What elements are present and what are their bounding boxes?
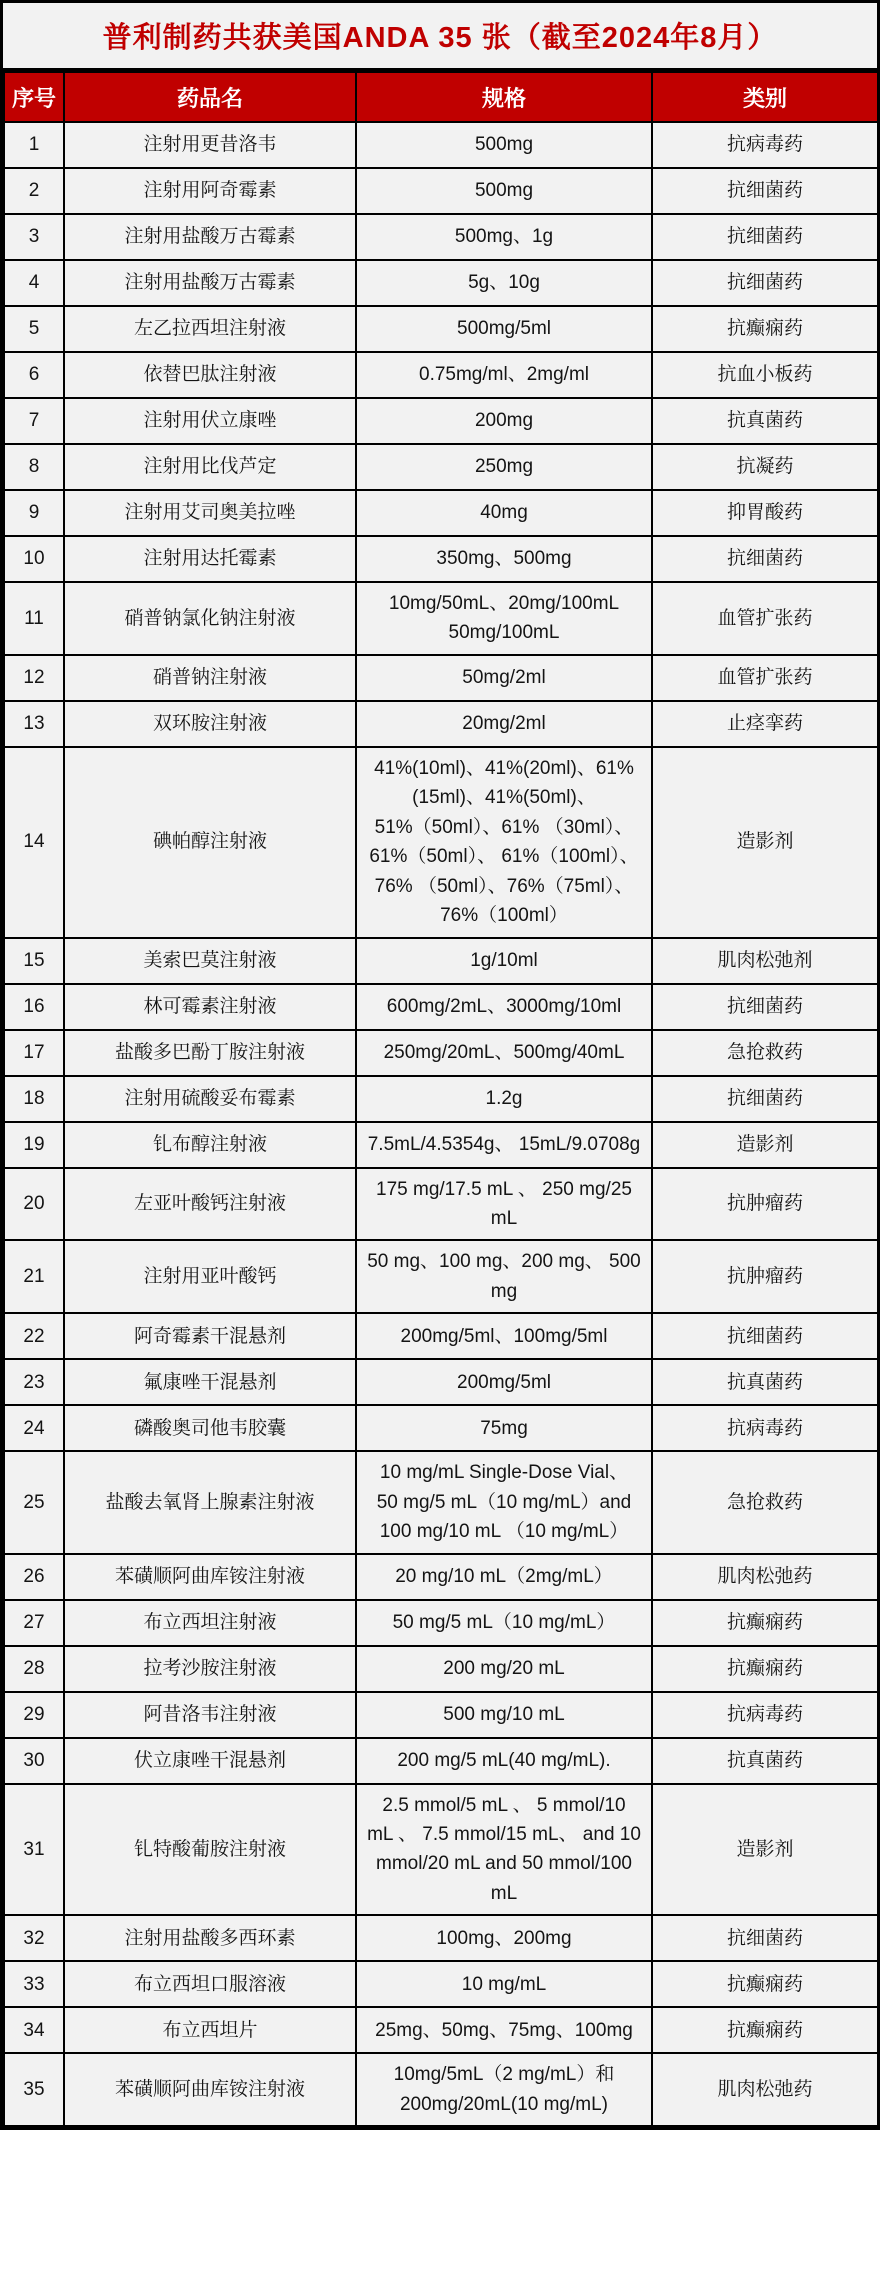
cell-spec: 350mg、500mg: [356, 536, 652, 582]
cell-drug-name: 硝普钠注射液: [64, 655, 356, 701]
cell-spec: 2.5 mmol/5 mL 、 5 mmol/10 mL 、 7.5 mmol/15 mL、 and 10 mmol/20 mL and 50 mmol/100 mL: [356, 1784, 652, 1916]
cell-index: 13: [4, 701, 64, 747]
table-row: [4, 1240, 878, 1313]
col-header-index: 序号: [4, 72, 64, 122]
cell-index: 33: [4, 1961, 64, 2007]
table-row: [4, 1076, 878, 1122]
cell-drug-name: 阿奇霉素干混悬剂: [64, 1313, 356, 1359]
table-row: [4, 2007, 878, 2053]
cell-spec: 200mg/5ml: [356, 1359, 652, 1405]
cell-index: 2: [4, 168, 64, 214]
cell-index: 5: [4, 306, 64, 352]
col-header-spec: 规格: [356, 72, 652, 122]
cell-spec: 25mg、50mg、75mg、100mg: [356, 2007, 652, 2053]
cell-drug-name: 注射用更昔洛韦: [64, 122, 356, 168]
cell-spec: 100mg、200mg: [356, 1915, 652, 1961]
table-row: [4, 1122, 878, 1168]
cell-index: 25: [4, 1451, 64, 1553]
cell-category: 抗细菌药: [652, 536, 878, 582]
cell-category: 血管扩张药: [652, 655, 878, 701]
cell-category: 抗癫痫药: [652, 1646, 878, 1692]
cell-spec: 250mg: [356, 444, 652, 490]
table-row: [4, 1692, 878, 1738]
cell-category: 抗病毒药: [652, 122, 878, 168]
table-row: [4, 398, 878, 444]
cell-spec: 40mg: [356, 490, 652, 536]
cell-index: 3: [4, 214, 64, 260]
cell-category: 抗病毒药: [652, 1692, 878, 1738]
cell-category: 抗真菌药: [652, 398, 878, 444]
cell-category: 抑胃酸药: [652, 490, 878, 536]
cell-drug-name: 苯磺顺阿曲库铵注射液: [64, 1554, 356, 1600]
cell-spec: 200mg: [356, 398, 652, 444]
table-row: [4, 582, 878, 655]
cell-category: 抗血小板药: [652, 352, 878, 398]
table-row: [4, 1359, 878, 1405]
cell-index: 6: [4, 352, 64, 398]
cell-index: 10: [4, 536, 64, 582]
cell-drug-name: 左乙拉西坦注射液: [64, 306, 356, 352]
cell-spec: 500 mg/10 mL: [356, 1692, 652, 1738]
cell-drug-name: 钆布醇注射液: [64, 1122, 356, 1168]
table-row: [4, 122, 878, 168]
cell-drug-name: 注射用盐酸万古霉素: [64, 260, 356, 306]
cell-drug-name: 注射用比伐芦定: [64, 444, 356, 490]
table-row: [4, 1961, 878, 2007]
table-row: [4, 444, 878, 490]
cell-spec: 500mg: [356, 122, 652, 168]
cell-drug-name: 碘帕醇注射液: [64, 747, 356, 938]
cell-category: 造影剂: [652, 747, 878, 938]
table-row: [4, 1784, 878, 1916]
cell-category: 血管扩张药: [652, 582, 878, 655]
table-row: [4, 701, 878, 747]
cell-index: 27: [4, 1600, 64, 1646]
table-body: [4, 122, 878, 2126]
cell-spec: 41%(10ml)、41%(20ml)、61%(15ml)、41%(50ml)、 51%（50ml）、61% （30ml）、61%（50ml）、 61%（100ml）、76% （50ml）、76%（75ml）、 76%（100ml）: [356, 747, 652, 938]
cell-drug-name: 阿昔洛韦注射液: [64, 1692, 356, 1738]
cell-category: 抗癫痫药: [652, 306, 878, 352]
cell-index: 17: [4, 1030, 64, 1076]
cell-drug-name: 布立西坦片: [64, 2007, 356, 2053]
col-header-drug: 药品名: [64, 72, 356, 122]
cell-drug-name: 磷酸奥司他韦胶囊: [64, 1405, 356, 1451]
cell-category: 抗凝药: [652, 444, 878, 490]
cell-drug-name: 布立西坦注射液: [64, 1600, 356, 1646]
table-row: [4, 1600, 878, 1646]
cell-category: 抗细菌药: [652, 984, 878, 1030]
cell-spec: 20 mg/10 mL（2mg/mL）: [356, 1554, 652, 1600]
cell-spec: 20mg/2ml: [356, 701, 652, 747]
cell-index: 21: [4, 1240, 64, 1313]
table-row: [4, 1915, 878, 1961]
cell-index: 30: [4, 1738, 64, 1784]
cell-index: 12: [4, 655, 64, 701]
cell-category: 抗病毒药: [652, 1405, 878, 1451]
cell-index: 4: [4, 260, 64, 306]
cell-drug-name: 林可霉素注射液: [64, 984, 356, 1030]
table-row: [4, 214, 878, 260]
table-row: [4, 2053, 878, 2126]
cell-drug-name: 硝普钠氯化钠注射液: [64, 582, 356, 655]
cell-index: 26: [4, 1554, 64, 1600]
cell-category: 抗细菌药: [652, 1076, 878, 1122]
cell-spec: 500mg: [356, 168, 652, 214]
cell-spec: 10mg/50mL、20mg/100mL 50mg/100mL: [356, 582, 652, 655]
cell-category: 抗肿瘤药: [652, 1168, 878, 1241]
cell-category: 肌肉松弛药: [652, 1554, 878, 1600]
table-row: [4, 490, 878, 536]
page-title: 普利制药共获美国ANDA 35 张（截至2024年8月）: [3, 3, 877, 71]
cell-index: 28: [4, 1646, 64, 1692]
cell-category: 抗细菌药: [652, 1313, 878, 1359]
cell-drug-name: 注射用达托霉素: [64, 536, 356, 582]
cell-category: 止痉挛药: [652, 701, 878, 747]
cell-category: 肌肉松弛药: [652, 2053, 878, 2126]
cell-category: 抗肿瘤药: [652, 1240, 878, 1313]
table-row: [4, 984, 878, 1030]
cell-drug-name: 钆特酸葡胺注射液: [64, 1784, 356, 1916]
cell-spec: 200mg/5ml、100mg/5ml: [356, 1313, 652, 1359]
cell-drug-name: 注射用亚叶酸钙: [64, 1240, 356, 1313]
cell-drug-name: 依替巴肽注射液: [64, 352, 356, 398]
cell-index: 18: [4, 1076, 64, 1122]
cell-spec: 500mg/5ml: [356, 306, 652, 352]
cell-spec: 200 mg/5 mL(40 mg/mL).: [356, 1738, 652, 1784]
cell-spec: 10 mg/mL: [356, 1961, 652, 2007]
cell-drug-name: 左亚叶酸钙注射液: [64, 1168, 356, 1241]
cell-spec: 50 mg、100 mg、200 mg、 500 mg: [356, 1240, 652, 1313]
cell-index: 9: [4, 490, 64, 536]
cell-category: 抗真菌药: [652, 1359, 878, 1405]
cell-index: 7: [4, 398, 64, 444]
table-row: [4, 1738, 878, 1784]
cell-drug-name: 伏立康唑干混悬剂: [64, 1738, 356, 1784]
cell-spec: 50mg/2ml: [356, 655, 652, 701]
cell-drug-name: 注射用盐酸多西环素: [64, 1915, 356, 1961]
cell-spec: 600mg/2mL、3000mg/10ml: [356, 984, 652, 1030]
cell-index: 35: [4, 2053, 64, 2126]
cell-category: 急抢救药: [652, 1030, 878, 1076]
cell-spec: 0.75mg/ml、2mg/ml: [356, 352, 652, 398]
cell-drug-name: 美索巴莫注射液: [64, 938, 356, 984]
cell-spec: 10 mg/mL Single-Dose Vial、 50 mg/5 mL（10 mg/mL）and 100 mg/10 mL （10 mg/mL）: [356, 1451, 652, 1553]
cell-index: 23: [4, 1359, 64, 1405]
cell-drug-name: 布立西坦口服溶液: [64, 1961, 356, 2007]
cell-category: 造影剂: [652, 1122, 878, 1168]
cell-index: 22: [4, 1313, 64, 1359]
cell-category: 抗癫痫药: [652, 2007, 878, 2053]
cell-index: 14: [4, 747, 64, 938]
cell-category: 抗细菌药: [652, 168, 878, 214]
cell-index: 31: [4, 1784, 64, 1916]
cell-index: 29: [4, 1692, 64, 1738]
cell-category: 抗细菌药: [652, 260, 878, 306]
cell-drug-name: 盐酸多巴酚丁胺注射液: [64, 1030, 356, 1076]
cell-spec: 1.2g: [356, 1076, 652, 1122]
cell-category: 抗癫痫药: [652, 1600, 878, 1646]
cell-category: 抗细菌药: [652, 214, 878, 260]
cell-spec: 5g、10g: [356, 260, 652, 306]
table-row: [4, 1168, 878, 1241]
table-row: [4, 1554, 878, 1600]
table-row: [4, 260, 878, 306]
cell-index: 32: [4, 1915, 64, 1961]
cell-spec: 75mg: [356, 1405, 652, 1451]
cell-index: 19: [4, 1122, 64, 1168]
drug-table: [3, 71, 879, 2127]
cell-category: 急抢救药: [652, 1451, 878, 1553]
table-row: [4, 536, 878, 582]
cell-drug-name: 双环胺注射液: [64, 701, 356, 747]
cell-drug-name: 盐酸去氧肾上腺素注射液: [64, 1451, 356, 1553]
cell-index: 11: [4, 582, 64, 655]
cell-category: 抗真菌药: [652, 1738, 878, 1784]
cell-drug-name: 注射用伏立康唑: [64, 398, 356, 444]
table-row: [4, 655, 878, 701]
cell-category: 造影剂: [652, 1784, 878, 1916]
cell-spec: 10mg/5mL（2 mg/mL）和 200mg/20mL(10 mg/mL): [356, 2053, 652, 2126]
cell-index: 16: [4, 984, 64, 1030]
cell-drug-name: 注射用艾司奥美拉唑: [64, 490, 356, 536]
cell-index: 24: [4, 1405, 64, 1451]
table-row: [4, 1451, 878, 1553]
table-row: [4, 1030, 878, 1076]
cell-spec: 250mg/20mL、500mg/40mL: [356, 1030, 652, 1076]
cell-spec: 200 mg/20 mL: [356, 1646, 652, 1692]
cell-drug-name: 氟康唑干混悬剂: [64, 1359, 356, 1405]
cell-drug-name: 注射用硫酸妥布霉素: [64, 1076, 356, 1122]
cell-index: 20: [4, 1168, 64, 1241]
cell-category: 抗癫痫药: [652, 1961, 878, 2007]
cell-spec: 500mg、1g: [356, 214, 652, 260]
cell-drug-name: 拉考沙胺注射液: [64, 1646, 356, 1692]
cell-drug-name: 苯磺顺阿曲库铵注射液: [64, 2053, 356, 2126]
cell-index: 1: [4, 122, 64, 168]
table-row: [4, 352, 878, 398]
table-row: [4, 747, 878, 938]
cell-spec: 1g/10ml: [356, 938, 652, 984]
cell-category: 肌肉松弛剂: [652, 938, 878, 984]
table-row: [4, 1646, 878, 1692]
cell-index: 15: [4, 938, 64, 984]
col-header-category: 类别: [652, 72, 878, 122]
table-header-row: [4, 72, 878, 122]
cell-spec: 7.5mL/4.5354g、 15mL/9.0708g: [356, 1122, 652, 1168]
cell-index: 34: [4, 2007, 64, 2053]
cell-spec: 50 mg/5 mL（10 mg/mL）: [356, 1600, 652, 1646]
cell-index: 8: [4, 444, 64, 490]
table-row: [4, 306, 878, 352]
cell-category: 抗细菌药: [652, 1915, 878, 1961]
table-row: [4, 1405, 878, 1451]
table-row: [4, 168, 878, 214]
table-row: [4, 1313, 878, 1359]
cell-drug-name: 注射用阿奇霉素: [64, 168, 356, 214]
cell-drug-name: 注射用盐酸万古霉素: [64, 214, 356, 260]
table-row: [4, 938, 878, 984]
cell-spec: 175 mg/17.5 mL 、 250 mg/25 mL: [356, 1168, 652, 1241]
